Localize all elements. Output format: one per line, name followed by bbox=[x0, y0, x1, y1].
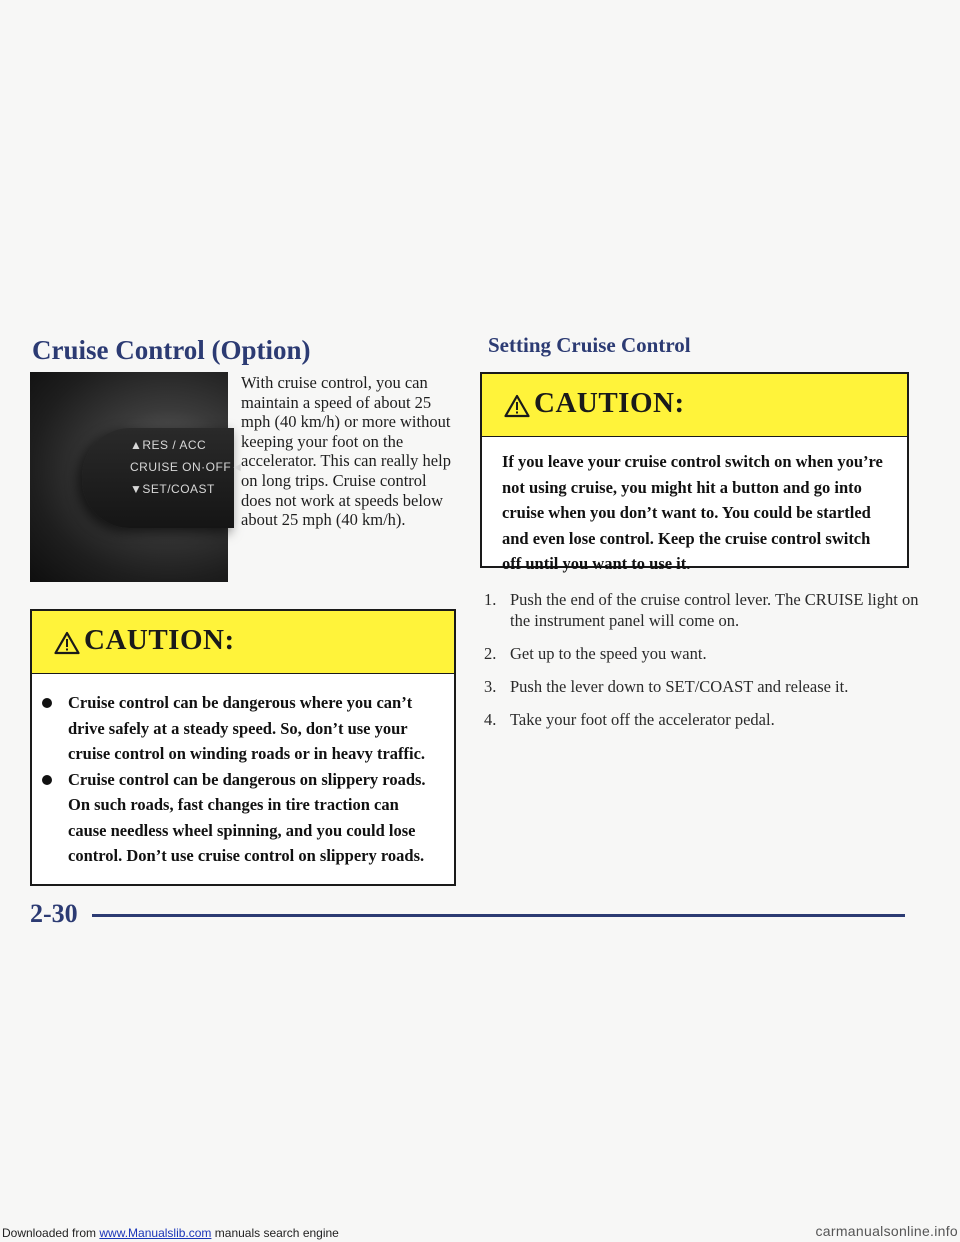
section-title: Cruise Control (Option) bbox=[32, 335, 311, 365]
download-footer bbox=[2, 1226, 339, 1240]
caution-bullet-text: Cruise control can be dangerous on slippery roads. On such roads, fast changes in tire traction can cause needless wheel spinning, and you could lose control. Don’t use cruise control on slippery roads. bbox=[68, 769, 426, 865]
page-rule-divider bbox=[92, 914, 905, 917]
caution-body bbox=[32, 674, 454, 869]
page-number: 2-30 bbox=[30, 899, 78, 928]
caution-label: CAUTION: bbox=[84, 624, 235, 656]
bullet-icon bbox=[42, 775, 52, 785]
footer-prefix: Downloaded from bbox=[2, 1226, 100, 1240]
warning-triangle-icon bbox=[54, 631, 80, 655]
caution-banner bbox=[482, 374, 907, 437]
caution-box-left bbox=[30, 609, 456, 886]
intro-paragraph: With cruise control, you can maintain a speed of about 25 mph (40 km/h) or more without keeping your foot on the accelerator. This can really help on long trips. Cruise control does not work at speeds below about 25 mph (40 km/h). bbox=[241, 373, 451, 530]
watermark-logo: carmanualsonline.info bbox=[815, 1223, 958, 1239]
step-text: Push the end of the cruise control lever. The CRUISE light on the instrument panel will come on. bbox=[510, 590, 919, 630]
cruise-switch-photo bbox=[30, 372, 244, 582]
caution-box-right bbox=[480, 372, 909, 573]
caution-bullet bbox=[42, 690, 436, 767]
step-text: Take your foot off the accelerator pedal. bbox=[510, 710, 775, 729]
manualslib-link[interactable]: www.Manualslib.com bbox=[99, 1226, 212, 1240]
step-number: 3. bbox=[484, 677, 497, 696]
caution-body-text: If you leave your cruise control switch on when you’re not using cruise, you might hit a button and go into cruise when you don’t want to. You could be startled and even lose control. Keep the cruise control switch off until you want to use it. bbox=[502, 452, 883, 573]
caution-banner bbox=[32, 611, 454, 674]
photo-label-res-acc: ▲RES / ACC bbox=[130, 438, 207, 452]
caution-label: CAUTION: bbox=[534, 387, 685, 419]
caution-bullet bbox=[42, 767, 436, 869]
step-text: Get up to the speed you want. bbox=[510, 644, 707, 663]
bullet-icon bbox=[42, 698, 52, 708]
step-number: 4. bbox=[484, 710, 497, 729]
caution-bullet-text: Cruise control can be dangerous where you can’t drive safely at a steady speed. So, don’t use your cruise control on winding roads or in heavy traffic. bbox=[68, 693, 426, 763]
step-item bbox=[484, 589, 924, 631]
warning-triangle-icon bbox=[504, 394, 530, 418]
step-item bbox=[484, 676, 924, 697]
step-number: 2. bbox=[484, 644, 497, 663]
step-item bbox=[484, 709, 924, 730]
step-text: Push the lever down to SET/COAST and release it. bbox=[510, 677, 849, 696]
footer-suffix: manuals search engine bbox=[211, 1226, 339, 1240]
photo-label-set-coast: ▼SET/COAST bbox=[130, 482, 215, 496]
subsection-title: Setting Cruise Control bbox=[488, 333, 691, 357]
step-item bbox=[484, 643, 924, 664]
photo-label-on-off: CRUISE ON·OFF◄ bbox=[130, 460, 244, 474]
steps-list bbox=[484, 589, 924, 742]
step-number: 1. bbox=[484, 590, 497, 609]
